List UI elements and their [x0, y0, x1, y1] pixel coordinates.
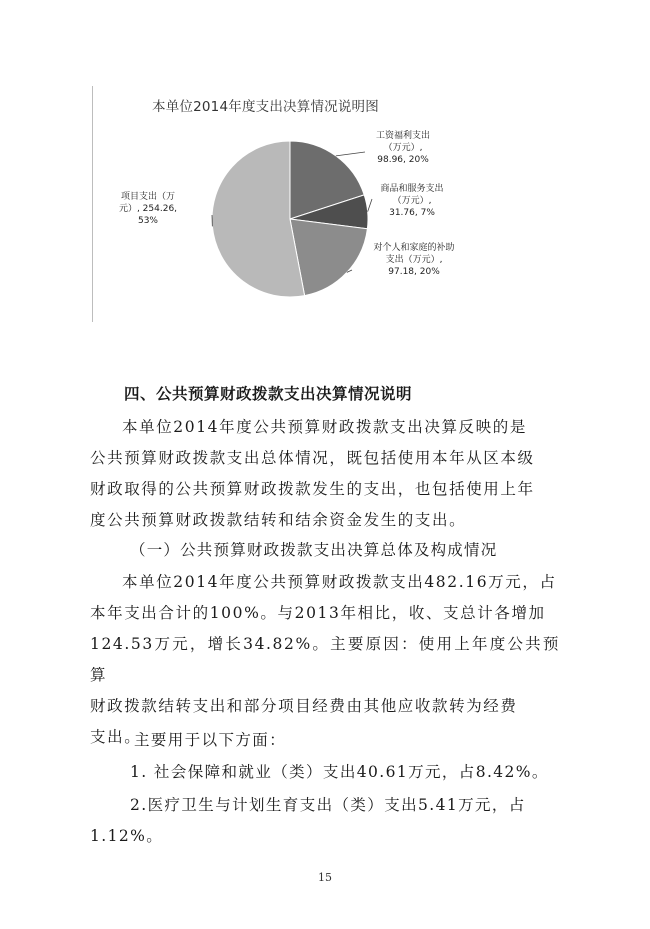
main-uses-label: 主要用于以下方面： — [134, 731, 287, 749]
intro-line: 财政取得的公共预算财政拨款发生的支出，也包括使用上年 — [90, 480, 535, 498]
leader-line — [368, 199, 372, 212]
list-item: 1. 社会保障和就业（类）支出40.61万元，占8.42%。 — [130, 763, 549, 781]
subheading: （一）公共预算财政拨款支出决算总体及构成情况 — [130, 541, 498, 559]
slice-label: 工资福利支出（万元）, 98.96, 20% — [375, 131, 431, 165]
intro-line: 本单位2014年度公共预算财政拨款支出决算反映的是 — [122, 418, 527, 436]
pie-chart — [0, 0, 650, 340]
list-item: 1.12%。 — [90, 827, 164, 845]
section-heading: 四、公共预算财政拨款支出决算情况说明 — [124, 385, 413, 403]
slice-label: 商品和服务支出（万元）, 31.76, 7% — [380, 184, 444, 218]
chart-title: 本单位2014年度支出决算情况说明图 — [152, 99, 379, 115]
body-line: 财政拨款结转支出和部分项目经费由其他应收款转为经费 — [90, 697, 518, 715]
body-line: 本单位2014年度公共预算财政拨款支出482.16万元，占 — [122, 573, 557, 591]
leader-line — [336, 152, 365, 156]
intro-paragraph — [90, 412, 560, 536]
slice-label: 项目支出（万元）, 254.26, 53% — [118, 192, 178, 226]
page-number: 15 — [318, 871, 332, 884]
body-line: 本年支出合计的100%。与2013年相比，收、支总计各增加 — [90, 604, 546, 622]
intro-line: 度公共预算财政拨款结转和结余资金发生的支出。 — [90, 511, 467, 529]
list-item: 2.医疗卫生与计划生育支出（类）支出5.41万元，占 — [130, 796, 526, 814]
body-line: 支出。 — [90, 728, 142, 746]
body-line: 124.53万元，增长34.82%。主要原因：使用上年度公共预算 — [90, 635, 560, 684]
intro-line: 公共预算财政拨款支出总体情况，既包括使用本年从区本级 — [90, 449, 535, 467]
slice-label: 对个人和家庭的补助支出（万元）, 97.18, 20% — [373, 243, 455, 277]
body-paragraph — [90, 567, 560, 753]
